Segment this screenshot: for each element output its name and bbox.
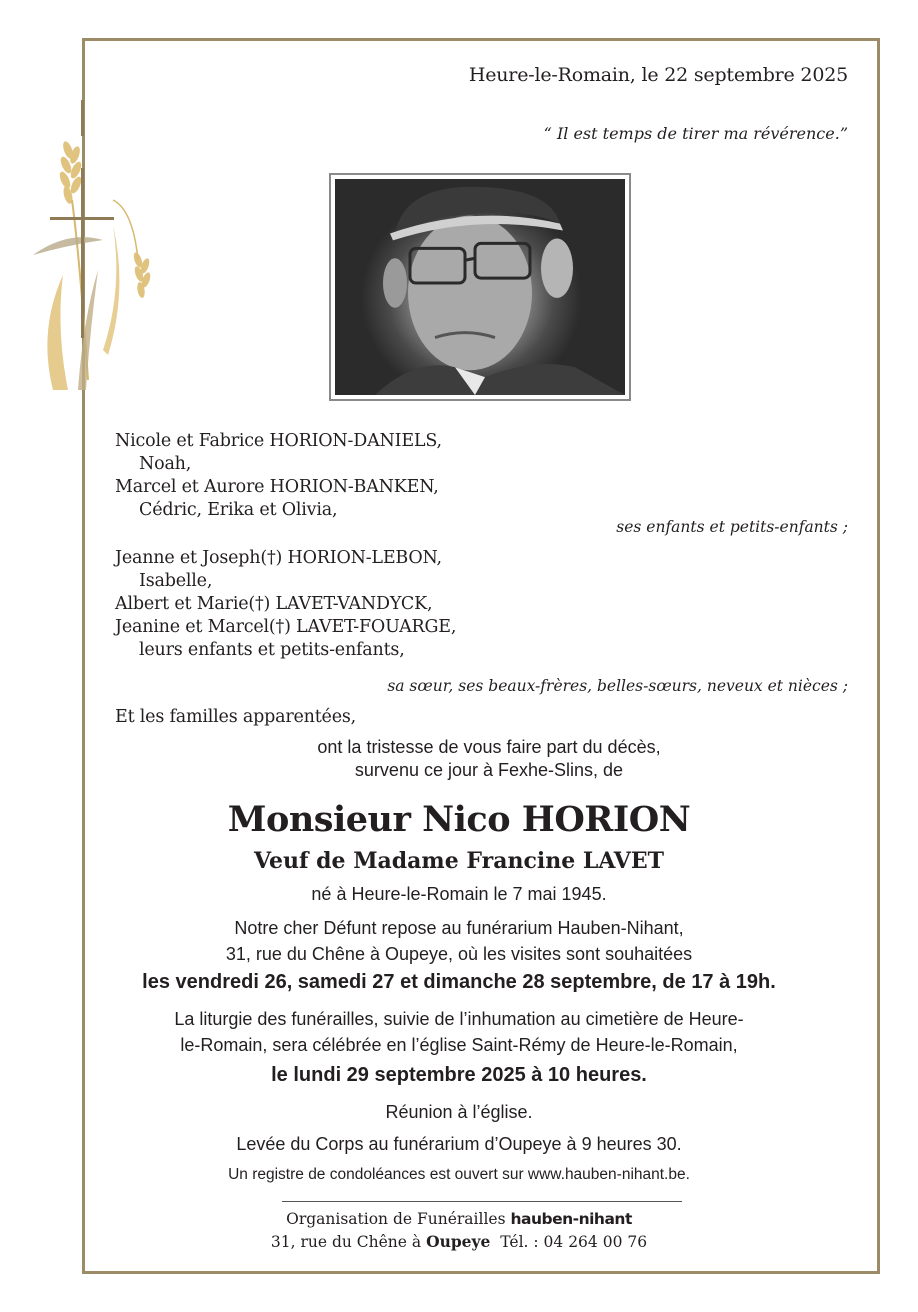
family-line: Albert et Marie(†) LAVET-VANDYCK, <box>115 594 433 614</box>
wheat-leaf <box>103 225 119 355</box>
epitaph-quote: “ Il est temps de tirer ma révérence.” <box>543 124 848 143</box>
visitation-dates: les vendredi 26, samedi 27 et dimanche 28 septembre, de 17 à 19h. <box>142 971 776 993</box>
family-relatives: Et les familles apparentées, <box>115 707 357 727</box>
portrait-silhouette <box>335 179 625 395</box>
family-group-siblings <box>115 547 456 662</box>
brand-logo: hauben-nihant <box>510 1210 632 1228</box>
wheat-leaf <box>47 275 68 390</box>
footer-divider <box>282 1201 682 1202</box>
cross-vertical <box>81 100 84 136</box>
funeral-meeting: Réunion à l’église. <box>385 1102 533 1122</box>
family-line: Isabelle, <box>139 571 213 591</box>
deceased-birth: né à Heure-le-Romain le 7 mai 1945. <box>311 884 607 904</box>
wheat-stalk-left <box>58 140 84 205</box>
funeral-line-1: La liturgie des funérailles, suivie de l’inhumation au cimetière de Heure- <box>174 1009 744 1029</box>
family-role-children: ses enfants et petits-enfants ; <box>616 518 848 536</box>
family-role-siblings: sa sœur, ses beaux-frères, belles-sœurs, neveux et nièces ; <box>387 677 848 695</box>
family-line: Jeanine et Marcel(†) LAVET-FOUARGE, <box>115 617 457 637</box>
footer-org-label: Organisation de Funérailles <box>286 1210 506 1228</box>
cross-vertical <box>81 168 84 338</box>
announcement-line-1: ont la tristesse de vous faire part du décès, <box>317 737 661 757</box>
family-line: Nicole et Fabrice HORION-DANIELS, <box>115 431 442 451</box>
announcement-line-2: survenu ce jour à Fexhe-Slins, de <box>354 760 624 780</box>
deceased-widower: Veuf de Madame Francine LAVET <box>253 848 664 874</box>
footer-phone: Tél. : 04 264 00 76 <box>500 1233 648 1251</box>
place-date: Heure-le-Romain, le 22 septembre 2025 <box>468 64 848 86</box>
portrait-photo <box>335 179 625 395</box>
funeral-levee: Levée du Corps au funérarium d’Oupeye à 9 heures 30. <box>236 1134 682 1154</box>
wheat-leaf <box>33 237 103 255</box>
family-line: leurs enfants et petits-enfants, <box>139 640 405 660</box>
family-line: Cédric, Erika et Olivia, <box>139 500 338 520</box>
funeral-line-2: le-Romain, sera célébrée en l’église Saint-Rémy de Heure-le-Romain, <box>180 1035 738 1055</box>
wheat-cross-icon <box>28 100 168 400</box>
family-group-children <box>115 430 442 522</box>
visitation-line-2: 31, rue du Chêne à Oupeye, où les visites sont souhaitées <box>225 944 693 964</box>
visitation-line-1: Notre cher Défunt repose au funérarium Hauben-Nihant, <box>234 918 684 938</box>
footer-address: 31, rue du Chêne à <box>270 1233 422 1251</box>
family-line: Marcel et Aurore HORION-BANKEN, <box>115 477 439 497</box>
cross-horizontal <box>50 217 114 220</box>
funeral-date: le lundi 29 septembre 2025 à 10 heures. <box>271 1064 647 1086</box>
family-line: Jeanne et Joseph(†) HORION-LEBON, <box>115 548 442 568</box>
deceased-name: Monsieur Nico HORION <box>227 799 691 840</box>
family-line: Noah, <box>139 454 192 474</box>
condolence-register: Un registre de condoléances est ouvert sur www.hauben-nihant.be. <box>228 1166 690 1183</box>
wheat-stalk-right <box>132 251 152 298</box>
portrait-photo-frame <box>329 173 631 401</box>
footer-org <box>0 1210 918 1228</box>
footer-contact <box>0 1232 918 1251</box>
footer-town: Oupeye <box>426 1232 491 1251</box>
